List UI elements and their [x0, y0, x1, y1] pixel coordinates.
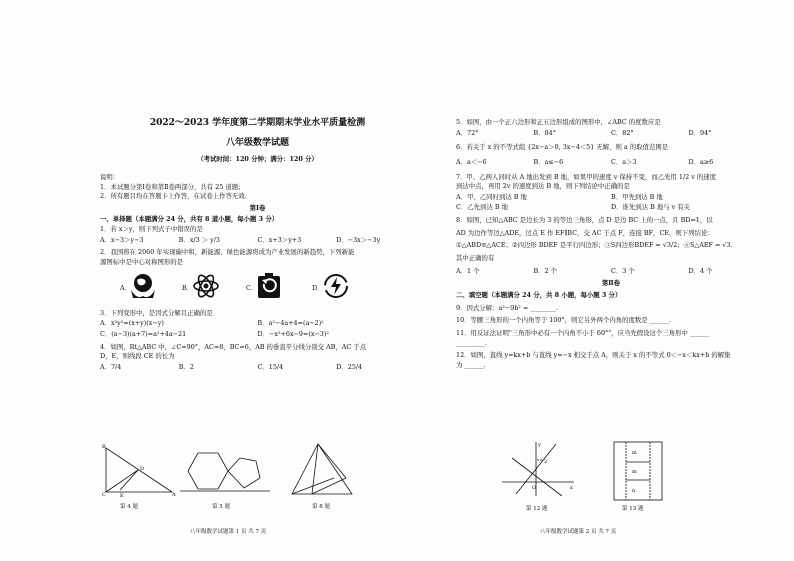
question-4-line-2: D，E，则线段 CE 的长为: [100, 352, 175, 361]
option: D．25/4: [336, 362, 363, 371]
question-6: 6．若关于 x 的不等式组 {2x−a＞0, 3x−4＜5} 无解，则 a 的取值范围是: [456, 143, 669, 152]
svg-text:n: n: [632, 488, 636, 494]
question-3-options-row-1: [100, 319, 415, 328]
option: C．x+3＞y+3: [257, 235, 302, 244]
svg-text:D: D: [140, 466, 145, 472]
svg-text:O: O: [532, 485, 537, 491]
option: C．82°: [611, 128, 634, 137]
question-2-line-1: 2．我国将在 2060 年实现碳中和，新能源、绿色能源将成为产业发展的新趋势，下列新能: [100, 248, 355, 257]
figure-13-caption: 第 13 题: [622, 506, 644, 512]
section-2-heading: 二、填空题（本题满分 24 分，共 8 小题，每小题 3 分）: [456, 290, 622, 299]
question-8-options: [456, 267, 766, 276]
question-4-options: [100, 363, 415, 372]
question-2-line-2: 源图标中是中心对称图形的是: [100, 258, 184, 267]
option: A．72°: [456, 128, 479, 137]
option: B．: [182, 283, 194, 292]
left-column: [100, 117, 415, 376]
figure-5-polygons: [178, 446, 273, 496]
svg-text:y: y: [538, 442, 541, 448]
right-column: [456, 117, 766, 370]
figure-8-caption: 第 8 题: [312, 504, 330, 510]
option: D．−x²+6x−9=(x−3)²: [257, 329, 329, 338]
option: D．谁先到达 B 地与 v 有关: [611, 203, 691, 212]
option: A．1 个: [456, 266, 480, 275]
svg-text:m: m: [632, 469, 637, 475]
svg-text:A: A: [172, 492, 176, 498]
option: B．a≤−6: [533, 157, 564, 166]
exam-title: 2022～2023 学年度第二学期期末学业水平质量检测: [149, 118, 366, 128]
question-12-line-2: 为 ______.: [456, 360, 486, 369]
question-6-options: [456, 158, 766, 167]
question-8-line-1: 8．如图，已知△ABC 是边长为 3 的等边三角形，点 D 是边 BC 上的一点，且 BD=1，以: [456, 216, 713, 225]
question-5: 5．如图，由一个正六边形和正五边形组成的图形中，∠ABC 的度数应是: [456, 118, 661, 126]
question-9: 9．因式分解：a²−9b² = ________.: [456, 303, 558, 312]
option: A．甲、乙同时到达 B 地: [456, 192, 527, 201]
note-2: 2．所有题目均在答题卡上作答，在试卷上作答无效.: [100, 192, 247, 201]
option: D．: [312, 283, 324, 292]
question-12-line-1: 12．如图，直线 y=kx+b 与直线 y=−x 相交于点 A，则关于 x 的不等式 0＜−x＜kx+b 的解集: [456, 351, 731, 360]
option: D．−3x＞−3y: [336, 235, 381, 244]
question-7-line-1: 7．甲、乙两人同时从 A 地出发到 B 地，如果甲的速度 v 保持不变，而乙先用 1/2 v 的速度: [456, 172, 717, 181]
svg-text:B: B: [102, 444, 106, 450]
option: A．a＜−6: [456, 157, 487, 166]
option: B．甲先到达 B 地: [611, 192, 663, 201]
svg-text:C: C: [102, 492, 106, 498]
question-3-options-row-2: [100, 330, 415, 339]
figure-12-graph: [498, 438, 578, 500]
figure-13-rectangle: [610, 440, 666, 502]
section-1-heading: 一、单择题（本题满分 24 分，共有 8 道小题，每小题 3 分）: [100, 215, 279, 224]
question-11-line-1: 11．用反证法证明"三角形中必有一个内角不小于 60°"，应当先假设这个三角形中 ______: [456, 328, 710, 337]
question-8-line-4: 其中正确的有: [456, 254, 495, 263]
option: B．x/3 ＞ y/3: [178, 235, 220, 244]
option: C．: [246, 283, 258, 292]
lightning-cycle-icon: [322, 272, 350, 300]
option: C．a＞3: [611, 157, 637, 166]
option: D．94°: [688, 128, 712, 137]
question-7-line-2: 到达中点，再用 2v 的速度到达 B 地，则下列结论中正确的是: [456, 182, 630, 191]
page-footer-left: 八年级数学试题第 1 页 共 7 页: [190, 529, 267, 535]
svg-text:E: E: [120, 493, 124, 499]
question-8-line-3: ①△ABD≌△ACE；②四边形 BDEF 是平行四边形；③S四边形BDEF = √3/2；④S△AEF = √3.: [456, 241, 733, 250]
figure-4-caption: 第 4 题: [120, 504, 138, 510]
exam-subtitle: 八年级数学试题: [225, 138, 289, 149]
option: D．4 个: [688, 266, 713, 275]
option: A．x−3＞y−3: [100, 235, 144, 244]
question-7-options-row-1: [456, 193, 766, 202]
option: A．: [120, 283, 132, 292]
question-11-line-2: _________.: [456, 338, 487, 347]
part-2-heading: 第Ⅱ卷: [601, 279, 621, 288]
svg-text:m: m: [632, 450, 637, 456]
atom-icon: [192, 272, 220, 300]
earth-hands-icon: [130, 272, 156, 300]
option: C．(a−3)(a+7)=a²+4a−21: [100, 329, 187, 338]
option: C．3 个: [611, 266, 635, 275]
option: C．15/4: [257, 362, 284, 371]
option: C．乙先到达 B 地: [456, 203, 508, 212]
figure-5-caption: 第 5 题: [212, 504, 230, 510]
exam-info: （考试时间：120 分钟；满分：120 分）: [197, 155, 318, 164]
svg-text:2: 2: [544, 459, 548, 465]
option: A．7/4: [100, 362, 122, 371]
figure-4-triangle: [100, 440, 178, 500]
option: D．a≥6: [688, 157, 714, 166]
part-1-heading: 第Ⅰ卷: [249, 203, 266, 212]
question-3: 3．下列变形中，是因式分解且正确的是: [100, 308, 213, 317]
question-1-options: [100, 236, 415, 245]
option: B．2 个: [533, 266, 558, 275]
question-2-icons: [100, 268, 415, 308]
question-5-options: [456, 129, 766, 138]
question-4-line-1: 4．如图，Rt△ABC 中，∠C=90°，AC=8，BC=6，AB 的垂直平分线分别交 AB，AC 于点: [100, 342, 367, 351]
option: A．x²y²=(x+y)(x−y): [100, 319, 164, 328]
option: B．a²−4a+4=(a−2)²: [257, 319, 324, 328]
figure-12-caption: 第 12 题: [526, 506, 548, 512]
option: B．84°: [533, 128, 556, 137]
figure-8-triangle: [288, 440, 358, 500]
question-10: 10．等腰三角形的一个内角等于 100°，则它另外两个内角的度数是 ______.: [456, 316, 671, 325]
option: B．2: [178, 362, 194, 371]
recycle-battery-icon: [256, 272, 282, 300]
page-footer-right: 八年级数学试题第 2 页 共 7 页: [540, 529, 617, 535]
note-1: 1．本试题分第Ⅰ卷和第Ⅱ卷两部分，共有 25 道题；: [100, 182, 245, 191]
svg-text:x: x: [570, 485, 573, 491]
question-1: 1．若 x＞y，则下列式子中错误的是: [100, 225, 203, 234]
question-8-line-2: AD 为边作等边△ADE，过点 E 作 EF∥BC，交 AC 于点 F，连接 BF，CE，则下列结论：: [456, 228, 714, 237]
note-0: 说明：: [100, 172, 120, 181]
question-7-options-row-2: [456, 203, 766, 212]
